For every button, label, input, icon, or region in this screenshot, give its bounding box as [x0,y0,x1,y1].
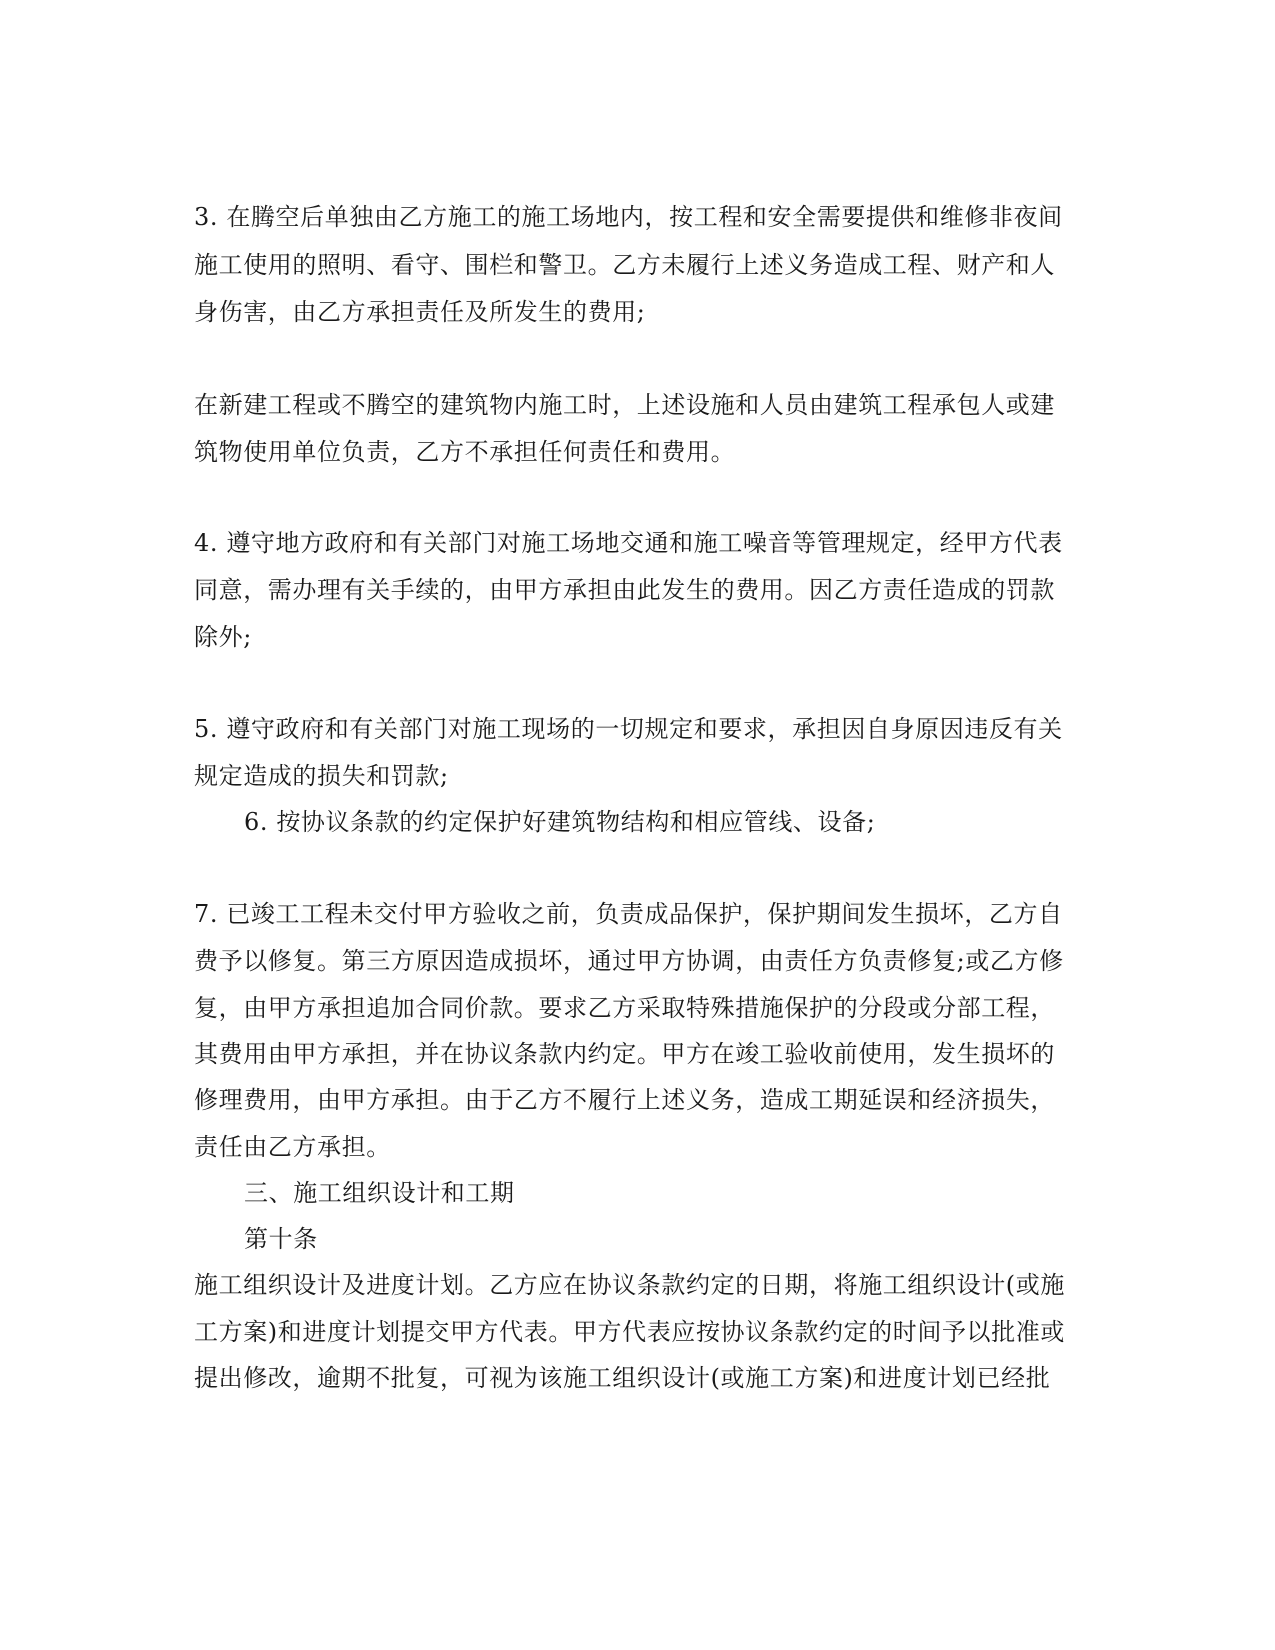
text-line: 责任由乙方承担。 [194,1133,391,1161]
text-line: 修理费用，由甲方承担。由于乙方不履行上述义务，造成工期延误和经济损失， [194,1086,1055,1114]
text-line: 复，由甲方承担追加合同价款。要求乙方采取特殊措施保护的分段或分部工程， [194,994,1055,1022]
text-line: 施工组织设计及进度计划。乙方应在协议条款约定的日期，将施工组织设计(或施 [194,1271,1065,1299]
text-line: 7. 已竣工工程未交付甲方验收之前，负责成品保护，保护期间发生损坏，乙方自 [194,900,1063,928]
text-line: 同意，需办理有关手续的，由甲方承担由此发生的费用。因乙方责任造成的罚款 [194,576,1055,604]
text-line: 除外; [194,623,252,651]
text-line: 身伤害，由乙方承担责任及所发生的费用; [194,298,646,326]
text-line: 其费用由甲方承担，并在协议条款内约定。甲方在竣工验收前使用，发生损坏的 [194,1040,1055,1068]
section-heading: 三、施工组织设计和工期 [244,1179,515,1207]
text-line: 4. 遵守地方政府和有关部门对施工场地交通和施工噪音等管理规定，经甲方代表 [194,529,1063,557]
article-heading: 第十条 [244,1225,318,1253]
text-line: 提出修改，逾期不批复，可视为该施工组织设计(或施工方案)和进度计划已经批 [194,1364,1051,1392]
text-line: 3. 在腾空后单独由乙方施工的施工场地内，按工程和安全需要提供和维修非夜间 [194,203,1063,231]
text-line: 在新建工程或不腾空的建筑物内施工时，上述设施和人员由建筑工程承包人或建 [194,391,1055,419]
text-line: 5. 遵守政府和有关部门对施工现场的一切规定和要求，承担因自身原因违反有关 [194,715,1063,743]
text-line: 6. 按协议条款的约定保护好建筑物结构和相应管线、设备; [244,808,876,836]
text-line: 施工使用的照明、看守、围栏和警卫。乙方未履行上述义务造成工程、财产和人 [194,251,1055,279]
text-line: 规定造成的损失和罚款; [194,762,449,790]
text-line: 费予以修复。第三方原因造成损坏，通过甲方协调，由责任方负责修复;或乙方修 [194,947,1064,975]
text-line: 筑物使用单位负责，乙方不承担任何责任和费用。 [194,438,736,466]
text-line: 工方案)和进度计划提交甲方代表。甲方代表应按协议条款约定的时间予以批准或 [194,1318,1065,1346]
